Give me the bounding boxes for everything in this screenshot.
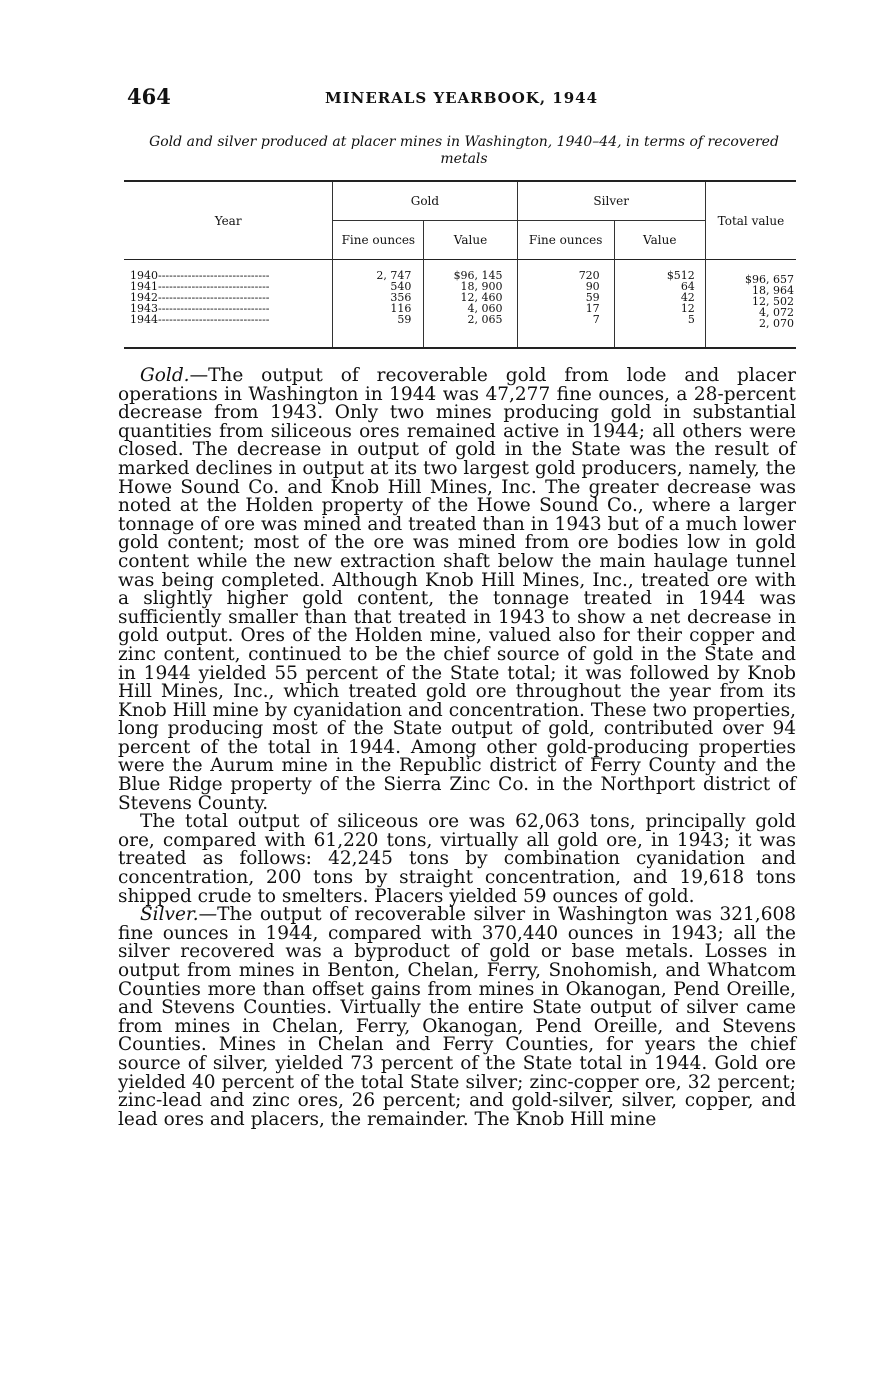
total-value-column [705, 260, 796, 348]
silver-ounces-column [517, 260, 614, 348]
col-year-header: Year [214, 213, 242, 228]
table-cell: 90 [585, 280, 600, 293]
table-cell: 59 [585, 291, 600, 304]
gold-ounces-column [333, 260, 424, 348]
gold-value-column [424, 260, 517, 348]
table-cell: 2, 065 [467, 313, 503, 326]
table-cell: 18, 964 [752, 284, 794, 297]
gold-group-header: Gold [333, 181, 517, 221]
gold-paragraph [118, 367, 796, 813]
table-row-year: 1941------------------------------ [130, 280, 270, 293]
table-cell: 5 [687, 313, 695, 326]
table-caption: Gold and silver produced at placer mines in Washington, 1940–44, in terms of recovered metals [149, 134, 779, 167]
silver-value-column [614, 260, 705, 348]
silver-paragraph [118, 906, 796, 1129]
year-column [124, 260, 333, 348]
table-cell: 116 [390, 302, 412, 315]
col-silver-value-header: Value [614, 221, 705, 260]
table-row-year: 1943------------------------------ [130, 302, 270, 315]
col-gold-fine-ounces-header: Fine ounces [333, 221, 424, 260]
table-cell: 4, 060 [467, 302, 503, 315]
table-cell: 59 [397, 313, 412, 326]
col-total-value-header: Total value [705, 181, 796, 260]
gold-paragraph-text: —The output of recoverable gold from lode and placer operations in Washington in 1944 was 47,277 fine ounces, a 28-percent decrease from 1943. Only two mines producing gold in substantial quantities from siliceous ores remained active in 1944; all others were closed. The decrease in output of gold in the State was the result of marked declines in output at its two largest gold producers, namely, the Howe Sound Co. and Knob Hill Mines, Inc. The greater decrease was noted at the Holden property of the Howe Sound Co., where a larger tonnage of ore was mined and treated than in 1943 but of a much lower gold content; most of the ore was mined from ore bodies low in gold content while the new extraction shaft below the main haulage tunnel was being completed. Although Knob Hill Mines, Inc., treated ore with a slightly higher gold content, the tonnage treated in 1944 was sufficiently smaller than that treated in 1943 to show a net decrease in gold output. Ores of the Holden mine, valued also for their copper and zinc content, continued to be the chief source of gold in the State and in 1944 yielded 55 percent of the State total; it was followed by Knob Hill Mines, Inc., which treated gold ore throughout the year from its Knob Hill mine by cyanidation and concentration. These two properties, long producing most of the State output of gold, contributed over 94 percent of the total in 1944. Among other gold-producing properties were the Aurum mine in the Republic district of Ferry County and the Blue Ridge property of the Sierra Zinc Co. in the Northport district of Stevens County. [118, 365, 796, 814]
col-silver-fine-ounces-header: Fine ounces [517, 221, 614, 260]
table-cell: 12 [680, 302, 695, 315]
running-title: MINERALS YEARBOOK, 1944 [325, 89, 599, 107]
table-cell: 17 [585, 302, 600, 315]
table-cell: 18, 900 [460, 280, 503, 293]
table-cell: $512 [666, 269, 695, 282]
silver-heading: Silver. [140, 904, 199, 926]
table-row-year: 1942------------------------------ [130, 291, 270, 304]
page-number: 464 [127, 84, 171, 109]
body-text [118, 367, 796, 1129]
table-cell: 64 [680, 280, 695, 293]
table-cell: 4, 072 [759, 306, 794, 319]
placer-production-table [124, 180, 796, 349]
table-cell: 540 [390, 280, 412, 293]
table-cell: 12, 460 [460, 291, 503, 304]
table-row-year: 1944------------------------------ [130, 313, 270, 326]
table-cell: 12, 502 [752, 295, 794, 308]
table-cell: $96, 145 [453, 269, 503, 282]
table-row-year: 1940------------------------------ [130, 269, 270, 282]
silver-paragraph-text: —The output of recoverable silver in Washington was 321,608 fine ounces in 1944, compared with 370,440 ounces in 1943; all the silver recovered was a byproduct of gold or base metals. Losses in output from mines in Benton, Chelan, Ferry, Snohomish, and Whatcom Counties more than offset gains from mines in Okanogan, Pend Oreille, and Stevens Counties. Virtually the entire State output of silver came from mines in Chelan, Ferry, Okanogan, Pend Oreille, and Stevens Counties. Mines in Chelan and Ferry Counties, for years the chief source of silver, yielded 73 percent of the State total in 1944. Gold ore yielded 40 percent of the total State silver; zinc-copper ore, 32 percent; zinc-lead and zinc ores, 26 percent; and gold-silver, silver, copper, and lead ores and placers, the remainder. The Knob Hill mine [118, 904, 796, 1130]
table-cell: 356 [390, 291, 412, 304]
table-cell: 720 [578, 269, 600, 282]
col-gold-value-header: Value [424, 221, 517, 260]
gold-heading: Gold. [140, 365, 190, 386]
table-cell: 42 [680, 291, 695, 304]
silver-group-header: Silver [517, 181, 705, 221]
table-cell: 7 [592, 313, 600, 326]
siliceous-ore-paragraph: The total output of siliceous ore was 62,063 tons, principally gold ore, compared with 61,220 tons, virtually all gold ore, in 1943; it was treated as follows: 42,245 tons by combination cyanidation and concentration, 200 tons by straight concentration, and 19,618 tons shipped crude to smelters. Placers yielded 59 ounces of gold. [118, 811, 796, 907]
table-cell: $96, 657 [745, 273, 794, 286]
table-cell: 2, 070 [759, 317, 794, 330]
table-cell: 2, 747 [376, 269, 412, 282]
